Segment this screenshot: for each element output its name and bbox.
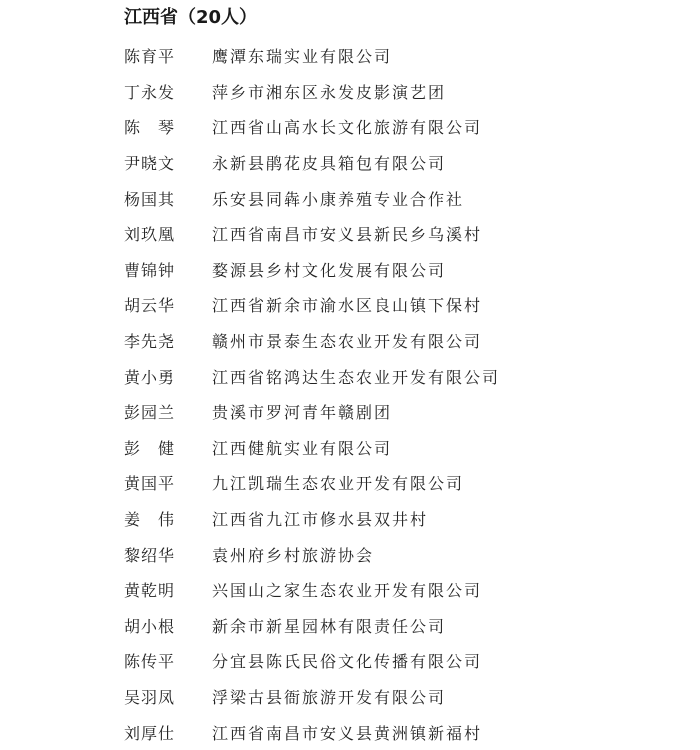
organization: 江西省南昌市安义县黄洲镇新福村 bbox=[212, 723, 483, 743]
list-item bbox=[124, 287, 684, 323]
person-name: 刘玖凰 bbox=[124, 225, 176, 245]
organization: 袁州府乡村旅游协会 bbox=[212, 545, 375, 565]
organization: 江西省铭鸿达生态农业开发有限公司 bbox=[212, 367, 501, 387]
list-item bbox=[124, 358, 684, 394]
organization: 赣州市景泰生态农业开发有限公司 bbox=[212, 332, 483, 352]
list-item bbox=[124, 430, 684, 466]
organization: 浮梁古县衙旅游开发有限公司 bbox=[212, 687, 447, 707]
organization: 婺源县乡村文化发展有限公司 bbox=[212, 260, 447, 280]
list-item bbox=[124, 180, 684, 216]
list-item bbox=[124, 38, 684, 74]
organization: 永新县鹃花皮具箱包有限公司 bbox=[212, 154, 447, 174]
person-name: 胡小根 bbox=[124, 616, 176, 636]
list-item bbox=[124, 643, 684, 679]
list-item bbox=[124, 714, 684, 750]
person-name: 黎绍华 bbox=[124, 545, 176, 565]
organization: 乐安县同犇小康养殖专业合作社 bbox=[212, 189, 465, 209]
person-name: 曹锦钟 bbox=[124, 260, 176, 280]
person-name: 杨国其 bbox=[124, 189, 176, 209]
list-item bbox=[124, 145, 684, 181]
list-item bbox=[124, 501, 684, 537]
person-name: 刘厚仕 bbox=[124, 723, 176, 743]
list-item bbox=[124, 572, 684, 608]
organization: 分宜县陈氏民俗文化传播有限公司 bbox=[212, 652, 483, 672]
awardee-list bbox=[124, 38, 684, 750]
organization: 江西省九江市修水县双井村 bbox=[212, 510, 429, 530]
person-name: 黄乾明 bbox=[124, 581, 176, 601]
person-name: 彭园兰 bbox=[124, 403, 176, 423]
person-name: 丁永发 bbox=[124, 82, 176, 102]
list-item bbox=[124, 536, 684, 572]
person-name: 陈育平 bbox=[124, 47, 176, 67]
organization: 九江凯瑞生态农业开发有限公司 bbox=[212, 474, 465, 494]
organization: 江西省山高水长文化旅游有限公司 bbox=[212, 118, 483, 138]
person-name: 吴羽凤 bbox=[124, 687, 176, 707]
person-name: 陈 琴 bbox=[124, 118, 176, 138]
organization: 江西健航实业有限公司 bbox=[212, 438, 393, 458]
list-item bbox=[124, 608, 684, 644]
person-name: 陈传平 bbox=[124, 652, 176, 672]
list-item bbox=[124, 216, 684, 252]
organization: 贵溪市罗河青年赣剧团 bbox=[212, 403, 393, 423]
list-item bbox=[124, 394, 684, 430]
organization: 兴国山之家生态农业开发有限公司 bbox=[212, 581, 483, 601]
list-item bbox=[124, 465, 684, 501]
organization: 鹰潭东瑞实业有限公司 bbox=[212, 47, 393, 67]
list-item bbox=[124, 679, 684, 715]
person-name: 黄国平 bbox=[124, 474, 176, 494]
person-name: 李先尧 bbox=[124, 332, 176, 352]
person-name: 姜 伟 bbox=[124, 510, 176, 530]
organization: 新余市新星园林有限责任公司 bbox=[212, 616, 447, 636]
person-name: 黄小勇 bbox=[124, 367, 176, 387]
person-name: 彭 健 bbox=[124, 438, 176, 458]
list-item bbox=[124, 74, 684, 110]
list-item bbox=[124, 252, 684, 288]
section-title: 江西省（20人） bbox=[124, 7, 258, 28]
organization: 江西省南昌市安义县新民乡乌溪村 bbox=[212, 225, 483, 245]
list-item bbox=[124, 323, 684, 359]
list-item bbox=[124, 109, 684, 145]
person-name: 尹晓文 bbox=[124, 154, 176, 174]
organization: 江西省新余市渝水区良山镇下保村 bbox=[212, 296, 483, 316]
person-name: 胡云华 bbox=[124, 296, 176, 316]
organization: 萍乡市湘东区永发皮影演艺团 bbox=[212, 82, 447, 102]
